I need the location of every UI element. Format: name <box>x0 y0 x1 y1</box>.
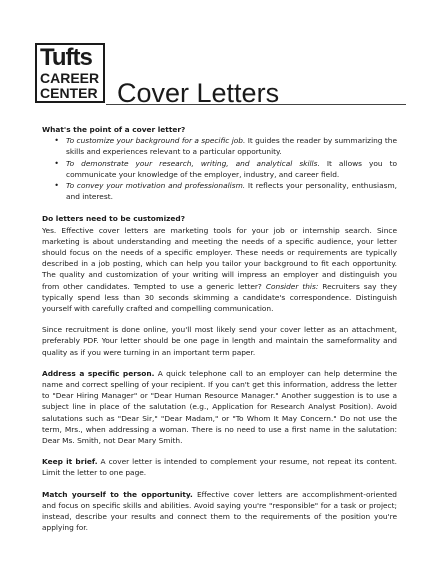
customized-paragraph-2: Since recruitment is done online, you'll most likely send your cover letter as an attachment, preferably PDF. Your letter should be one page in length and maintain the sameformality and quality as if you were turning in an important term paper. <box>42 325 397 357</box>
list-item-emphasis: To demonstrate your research, writing, and analytical skills. <box>66 158 320 168</box>
document-body <box>42 124 397 534</box>
section-heading-point: What's the point of a cover letter? <box>42 125 186 134</box>
address-lead: Address a specific person. <box>42 368 155 378</box>
purpose-list <box>42 135 397 202</box>
match-paragraph <box>42 489 397 534</box>
tufts-career-center-logo <box>35 43 105 103</box>
paragraph-emphasis: Consider this: <box>265 281 319 291</box>
paragraph-text: A cover letter is intended to complement your resume, not repeat its content. Limit the letter to one page. <box>42 457 397 478</box>
list-item <box>64 158 397 180</box>
paragraph-text: A quick telephone call to an employer can help determine the name and correct spelling of your recipient. If you can't get this information, address the letter to "Dear Hiring Manager" or "Dear Human Resource Manager." Another suggestion is to use a subject line in place of the salutation (e.g., Application for Research Analyst Position). Avoid salutations such as "Dear Sir," "Dear Madam," or "To Whom It May Concern." Do not use the term, Mrs., when addressing a woman. There is no need to use a first name in the salutation: Dear Ms. Smith, not Dear Mary Smith. <box>42 368 397 446</box>
list-item-text: It guides the reader by summarizing the skills and experiences relevant to a particular opportunity. <box>66 136 398 157</box>
paragraph-text: Effective cover letters are accomplishment-oriented and focus on specific skills and abilities. Avoid saying you're "responsible" for a task or project; instead, describe your results and connect them to the requirements of the position you're applying for. <box>42 489 397 533</box>
section-heading-customized: Do letters need to be customized? <box>42 214 186 224</box>
list-item-text: It allows you to communicate your knowledge of the employer, industry, and career field. <box>66 158 397 179</box>
logo-line-1: Tufts <box>40 44 92 71</box>
paragraph-text: Yes. Effective cover letters are marketing tools for your job or internship search. Since marketing is about understanding and meeting the needs of a specific audience, your letter should focus on the needs of a specific employer. These needs or requirements are typically described in a job posting, which can help you tailor your background to fit each opportunity. The quality and customization of your writing will impress an employer and distinguish you from other candidates. Tempted to use a generic letter? <box>42 225 397 291</box>
brief-lead: Keep it brief. <box>42 457 98 467</box>
customized-paragraph-1 <box>42 225 397 315</box>
logo-line-3: CENTER <box>40 85 98 101</box>
title-divider <box>106 104 406 105</box>
list-item <box>64 180 397 202</box>
list-item <box>64 135 397 157</box>
match-lead: Match yourself to the opportunity. <box>42 489 193 499</box>
address-paragraph <box>42 368 397 446</box>
list-item-emphasis: To convey your motivation and professionalism. <box>66 181 246 191</box>
list-item-emphasis: To customize your background for a specific job. <box>66 136 246 146</box>
page-title: Cover Letters <box>117 78 280 108</box>
logo-line-2: CAREER <box>40 70 100 86</box>
paragraph-text: Recruiters say they typically spend less than 30 seconds skimming a candidate's correspondence. Distinguish yourself with carefully crafted and compelling communication. <box>42 281 397 314</box>
list-item-text: It reflects your personality, enthusiasm, and interest. <box>66 181 397 202</box>
brief-paragraph <box>42 456 397 478</box>
